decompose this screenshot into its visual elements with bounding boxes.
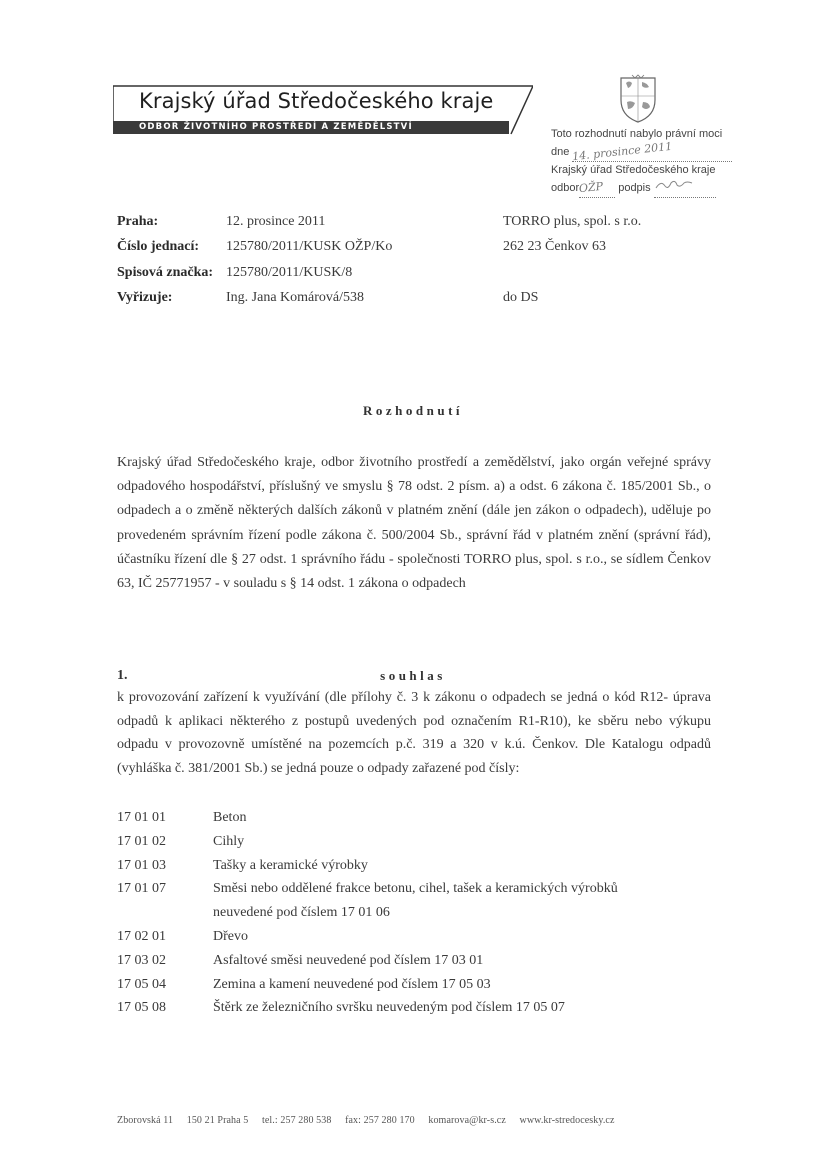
intro-paragraph: Krajský úřad Středočeského kraje, odbor životního prostředí a zemědělství, jako orgán veřejné správy odpadového hospodářství, příslušný ve smyslu § 78 odst. 2 písm. a) a odst. 6 zákona č. 185/2001 Sb., o odpadech a o změně některých dalších zákonů v platném znění (dále jen zákon o odpadech), uděluje po provedeném správním řízení podle zákona č. 500/2004 Sb., správní řád v platném znění (správní řád), účastníku řízení dle § 27 odst. 1 správního řádu - společnosti TORRO plus, spol. s r.o., se sídlem Čenkov 63, IČ 25771957 - v souladu s § 14 odst. 1 zákona o odpadech [117, 455, 711, 592]
date-value: 12. prosince 2011 [226, 214, 326, 229]
waste-description: Zemina a kamení neuvedené pod číslem 17 05 03 [213, 976, 491, 992]
list-item [117, 949, 711, 973]
waste-code: 17 05 08 [117, 1000, 166, 1016]
waste-code: 17 05 04 [117, 976, 166, 992]
authority-name: Krajský úřad Středočeského kraje [139, 89, 494, 113]
file-mark-value: 125780/2011/KUSK/8 [226, 265, 353, 280]
list-item [117, 854, 711, 878]
stamp-authority-line: Krajský úřad Středočeského kraje [551, 164, 716, 176]
list-item [117, 806, 711, 830]
footer-street: Zborovská 11 [117, 1115, 174, 1126]
waste-code: 17 01 07 [117, 881, 166, 897]
handwritten-signature [654, 179, 694, 191]
waste-description: Beton [213, 810, 247, 825]
footer-phone: tel.: 257 280 538 [262, 1115, 332, 1126]
stamp-odbor-handwritten: OŽP [578, 179, 604, 196]
coat-of-arms-icon [617, 74, 659, 124]
list-item [117, 973, 711, 997]
section-number: 1. [117, 668, 128, 683]
reference-number-label: Číslo jednací: [117, 239, 200, 254]
stamp-dne-label: dne [551, 146, 570, 158]
reference-number-value: 125780/2011/KUSK OŽP/Ko [226, 239, 393, 254]
page-footer [117, 1115, 717, 1126]
section-heading: souhlas [380, 668, 446, 683]
waste-code: 17 03 02 [117, 952, 166, 968]
stamp-odbor-label: odbor [551, 182, 580, 194]
stamp-signature-line [551, 179, 791, 198]
waste-code: 17 01 01 [117, 810, 166, 825]
section-paragraph: k provozování zařízení k využívání (dle přílohy č. 3 k zákonu o odpadech se jedná o kód R12- úprava odpadů k aplikaci některého z postupů uvedených pod označením R1-R10), ke sběru nebo výkupu odpadu v provozovně umístěné na pozemcích p.č. 319 a 320 v k.ú. Čenkov. Dle Katalogu odpadů (vyhláška č. 381/2001 Sb.) se jedná pouze o odpady zařazené pod čísly: [117, 690, 711, 777]
waste-description: Asfaltové směsi neuvedené pod číslem 17 03 01 [213, 952, 484, 968]
waste-description: Směsi nebo oddělené frakce betonu, cihel, tašek a keramických výrobků neuvedené pod číslem 17 01 06 [213, 881, 618, 921]
waste-description: Tašky a keramické výrobky [213, 857, 368, 873]
recipient-name: TORRO plus, spol. s r.o. [503, 214, 642, 229]
stamp-podpis-label: podpis [618, 182, 651, 194]
footer-website: www.kr-stredocesky.cz [519, 1115, 615, 1126]
file-mark-label: Spisová značka: [117, 265, 214, 280]
legal-force-stamp [551, 126, 791, 208]
waste-description: Štěrk ze železničního svršku neuvedeným pod číslem 17 05 07 [213, 1000, 565, 1016]
waste-code: 17 01 03 [117, 857, 166, 873]
department-name: ODBOR ŽIVOTNÍHO PROSTŘEDÍ A ZEMĚDĚLSTVÍ [139, 122, 413, 132]
delivery-method: do DS [503, 290, 539, 305]
waste-code: 17 01 02 [117, 833, 166, 849]
praha-label: Praha: [117, 214, 159, 229]
letterhead [113, 85, 533, 135]
list-item [117, 996, 711, 1020]
list-item [117, 925, 711, 949]
handled-by-label: Vyřizuje: [117, 290, 173, 305]
waste-code-list [117, 806, 711, 1020]
footer-email: komarova@kr-s.cz [428, 1115, 506, 1126]
stamp-date-handwritten: 14. prosince 2011 [572, 139, 674, 164]
waste-code: 17 02 01 [117, 928, 166, 944]
stamp-date-line [551, 139, 791, 164]
document-heading: Rozhodnutí [362, 403, 464, 418]
department-bar [113, 121, 509, 134]
list-item [117, 830, 711, 854]
list-item [117, 877, 711, 925]
stamp-text-line: Toto rozhodnutí nabylo právní moci [551, 128, 723, 140]
recipient-address: 262 23 Čenkov 63 [503, 239, 607, 254]
footer-city: 150 21 Praha 5 [186, 1115, 249, 1126]
waste-description: Dřevo [213, 928, 248, 944]
handled-by-value: Ing. Jana Komárová/538 [226, 290, 365, 305]
waste-description: Cihly [213, 833, 245, 849]
footer-fax: fax: 257 280 170 [345, 1115, 415, 1126]
